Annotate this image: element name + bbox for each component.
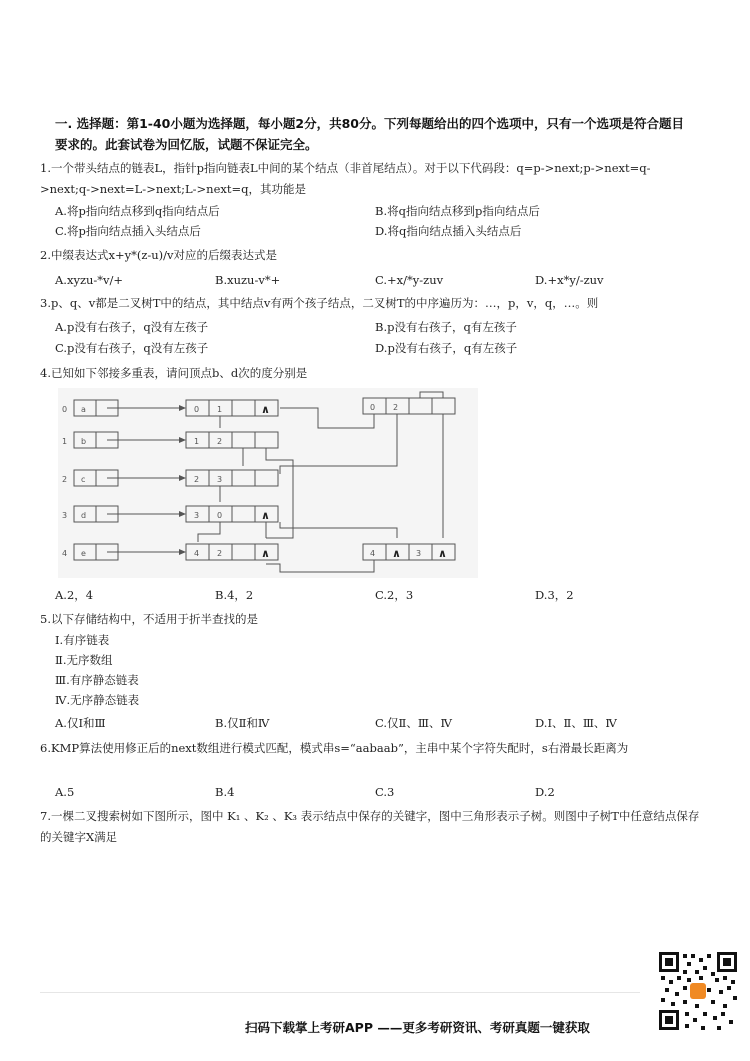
edge-6-j: 3 — [416, 549, 422, 558]
question-5-option-c: C.仅Ⅱ、Ⅲ、Ⅳ — [375, 716, 452, 730]
question-2-option-d: D.+x*y/-zuv — [535, 273, 604, 287]
footer-text: 扫码下载掌上考研APP ——更多考研资讯、考研真题一键获取 — [245, 1020, 590, 1035]
edge-1-i: 1 — [194, 437, 200, 446]
question-3-text: 3.p、q、v都是二叉树T中的结点，其中结点v有两个孩子结点，二叉树T的中序遍历为：…，p，v，q，…。则 — [40, 296, 599, 310]
question-2-option-b: B.xuzu-v*+ — [215, 273, 281, 287]
question-2-option-c: C.+x/*y-zuv — [375, 273, 444, 287]
question-7-text: 7.一棵二叉搜索树如下图所示，图中 K₁ 、K₂ 、K₃ 表示结点中保存的关键字，图中三角形表示子树。则图中子树T中任意结点保存的关键字X满足 — [40, 809, 700, 844]
question-2-option-a: A.xyzu-*v/+ — [55, 273, 124, 287]
section-heading: 一. 选择题：第1-40小题为选择题，每小题2分，共80分。下列每题给出的四个选项中，只有一个选项是符合题目要求的。此套试卷为回忆版，试题不保证完全。 — [55, 116, 684, 152]
question-5-text: 5.以下存储结构中，不适用于折半查找的是 — [40, 612, 258, 626]
edge-2-j: 3 — [217, 475, 223, 484]
question-3-option-d: D.p没有右孩子，q有左孩子 — [375, 341, 518, 355]
question-1-option-a: A.将p指向结点移到q指向结点后 — [55, 204, 220, 218]
question-5-item-3: Ⅲ.有序静态链表 — [55, 673, 139, 687]
question-5-item-2: Ⅱ.无序数组 — [55, 653, 113, 667]
edge-2-i: 2 — [194, 475, 200, 484]
edge-1-j: 2 — [217, 437, 223, 446]
question-6-option-b: B.4 — [215, 785, 235, 799]
edge-6-ilink: ∧ — [392, 547, 401, 560]
index-label-4: 4 — [62, 549, 68, 558]
edge-4-jlink: ∧ — [261, 547, 270, 560]
question-5-option-d: D.Ⅰ、Ⅱ、Ⅲ、Ⅳ — [535, 716, 617, 730]
question-6-text: 6.KMP算法使用修正后的next数组进行模式匹配，模式串s=“aabaab”，主串中某个字符失配时，s右滑最长距离为 — [40, 741, 629, 755]
edge-6-i: 4 — [370, 549, 376, 558]
vertex-label-e: e — [81, 549, 86, 558]
question-5-item-1: Ⅰ.有序链表 — [55, 633, 110, 647]
adjacency-multilist-figure — [58, 388, 478, 578]
question-1-option-c: C.将p指向结点插入头结点后 — [55, 224, 201, 238]
edge-3-i: 3 — [194, 511, 200, 520]
question-4-text: 4.已知如下邻接多重表，请问顶点b、d次的度分别是 — [40, 366, 308, 380]
question-5-option-a: A.仅Ⅰ和Ⅲ — [55, 716, 106, 730]
edge-3-jlink: ∧ — [261, 509, 270, 522]
edge-6-jlink: ∧ — [438, 547, 447, 560]
edge-5-j: 2 — [393, 403, 399, 412]
edge-0-i: 0 — [194, 405, 200, 414]
edge-5-i: 0 — [370, 403, 376, 412]
vertex-label-d: d — [81, 511, 87, 520]
footer-divider — [40, 992, 640, 993]
vertex-label-a: a — [81, 405, 86, 414]
edge-4-i: 4 — [194, 549, 200, 558]
question-1-option-d: D.将q指向结点插入头结点后 — [375, 224, 522, 238]
index-label-0: 0 — [62, 405, 68, 414]
question-4-option-d: D.3，2 — [535, 588, 574, 602]
edge-3-j: 0 — [217, 511, 223, 520]
edge-0-jlink: ∧ — [261, 403, 270, 416]
question-2-text: 2.中缀表达式x+y*(z-u)/v对应的后缀表达式是 — [40, 248, 278, 262]
question-3-option-a: A.p没有右孩子，q没有左孩子 — [55, 320, 209, 334]
question-1-option-b: B.将q指向结点移到p指向结点后 — [375, 204, 540, 218]
question-6-option-a: A.5 — [55, 785, 75, 799]
qr-logo-icon — [690, 983, 706, 999]
question-4-option-b: B.4，2 — [215, 588, 254, 602]
question-6-option-d: D.2 — [535, 785, 555, 799]
question-3-option-b: B.p没有右孩子，q有左孩子 — [375, 320, 517, 334]
index-label-1: 1 — [62, 437, 68, 446]
qr-code-image[interactable] — [657, 950, 739, 1032]
question-3-option-c: C.p没有右孩子，q没有左孩子 — [55, 341, 209, 355]
question-5-item-4: Ⅳ.无序静态链表 — [55, 693, 140, 707]
question-4-option-c: C.2，3 — [375, 588, 414, 602]
question-5-option-b: B.仅Ⅱ和Ⅳ — [215, 716, 270, 730]
index-label-3: 3 — [62, 511, 68, 520]
question-1-text: 1.一个带头结点的链表L，指针p指向链表L中间的某个结点（非首尾结点）。对于以下代码段：q=p->next;p->next=q->next;q->next=L->next;L->next=q，其功能是 — [40, 161, 651, 196]
vertex-label-b: b — [81, 437, 87, 446]
question-6-option-c: C.3 — [375, 785, 395, 799]
edge-4-j: 2 — [217, 549, 223, 558]
edge-0-j: 1 — [217, 405, 223, 414]
question-4-option-a: A.2，4 — [55, 588, 94, 602]
vertex-label-c: c — [81, 475, 86, 484]
index-label-2: 2 — [62, 475, 68, 484]
